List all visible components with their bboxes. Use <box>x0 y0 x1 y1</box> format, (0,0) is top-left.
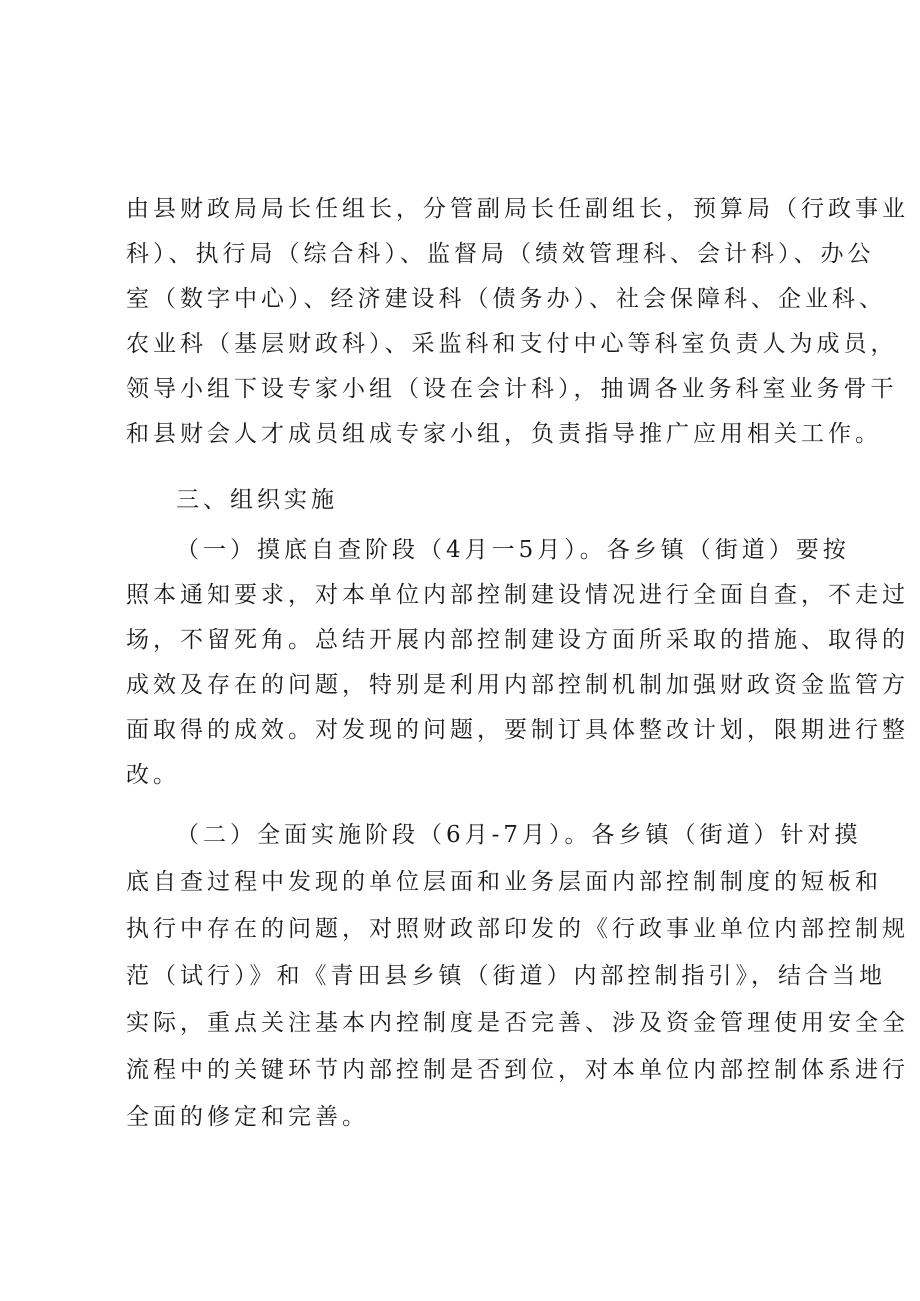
paragraph-line: 和县财会人才成员组成专家小组，负责指导推广应用相关工作。 <box>126 421 882 447</box>
paragraph-line: 底自查过程中发现的单位层面和业务层面内部控制制度的短板和 <box>126 869 882 895</box>
paragraph-line: 照本通知要求，对本单位内部控制建设情况进行全面自查，不走过 <box>126 582 909 608</box>
paragraph-line: 实际，重点关注基本内控制度是否完善、涉及资金管理使用安全全 <box>126 1010 909 1036</box>
paragraph-line: 改。 <box>126 762 180 788</box>
paragraph-line: 由县财政局局长任组长，分管副局长任副组长，预算局（行政事业 <box>126 196 909 222</box>
paragraph-line: （二）全面实施阶段（6月-7月）。各乡镇（街道）针对摸 <box>176 822 862 848</box>
paragraph-line: 流程中的关键环节内部控制是否到位，对本单位内部控制体系进行 <box>126 1057 909 1083</box>
paragraph-line: 领导小组下设专家小组（设在会计科），抽调各业务科室业务骨干 <box>126 376 898 402</box>
paragraph-line: 农业科（基层财政科）、采监科和支付中心等科室负责人为成员， <box>126 331 898 357</box>
paragraph-line: 成效及存在的问题，特别是利用内部控制机制加强财政资金监管方 <box>126 672 909 698</box>
paragraph-line: （一）摸底自查阶段（4月一5月）。各乡镇（街道）要按 <box>176 537 850 563</box>
paragraph-line: 全面的修定和完善。 <box>126 1104 369 1130</box>
paragraph-line: 场，不留死角。总结开展内部控制建设方面所采取的措施、取得的 <box>126 627 909 653</box>
paragraph-line: 室（数字中心）、经济建设科（债务办）、社会保障科、企业科、 <box>126 286 886 312</box>
paragraph-line: 执行中存在的问题，对照财政部印发的《行政事业单位内部控制规 <box>126 916 909 942</box>
paragraph-line: 面取得的成效。对发现的问题，要制订具体整改计划，限期进行整 <box>126 717 909 743</box>
section-heading: 三、组织实施 <box>176 487 338 513</box>
paragraph-line: 科）、执行局（综合科）、监督局（绩效管理科、会计科）、办公 <box>126 241 875 267</box>
paragraph-line: 范（试行）》和《青田县乡镇（街道）内部控制指引》，结合当地 <box>126 963 886 989</box>
